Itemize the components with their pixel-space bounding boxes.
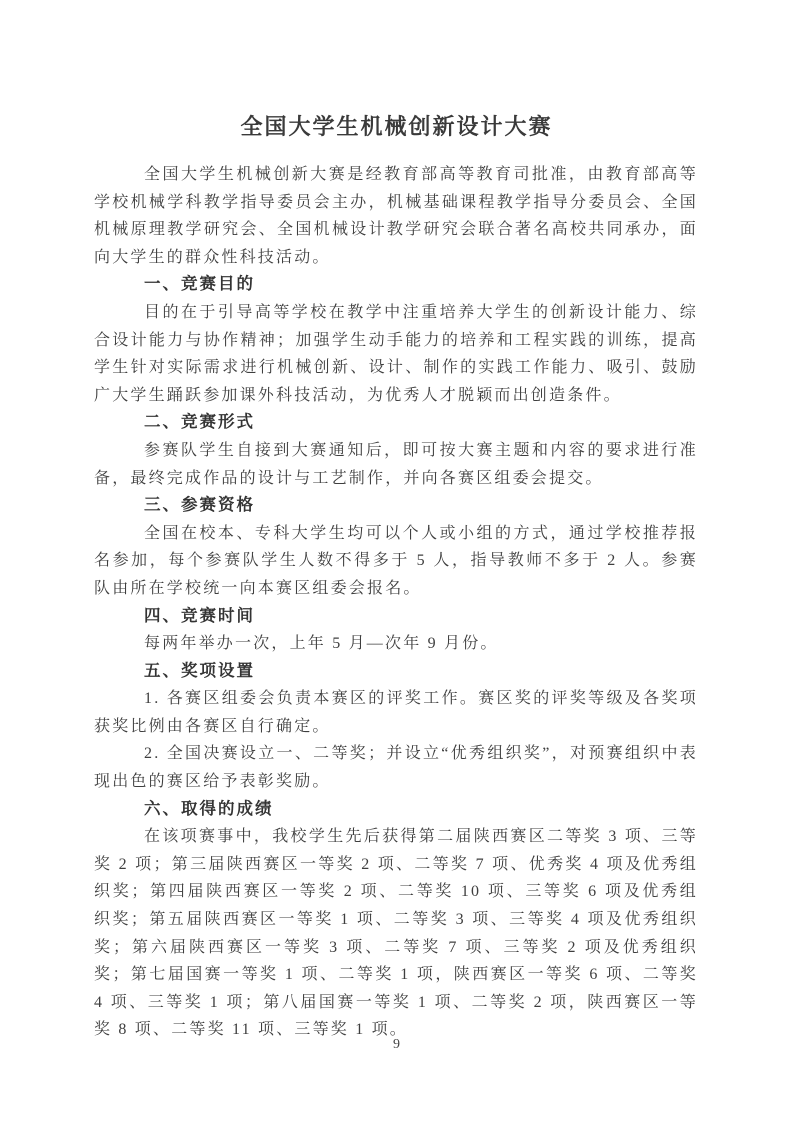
- section-heading-awards: 五、奖项设置: [144, 661, 255, 680]
- page-number: 9: [393, 1037, 400, 1052]
- section-paragraph: 目的在于引导高等学校在教学中注重培养大学生的创新设计能力、综合设计能力与协作精神；加强学生动手能力的培养和工程实践的训练，提高学生针对实际需求进行机械创新、设计、制作的实践工作能力、吸引、鼓励广大学生踊跃参加课外科技活动，为优秀人才脱颖而出创造条件。: [94, 303, 698, 404]
- section-heading-competition-time: 四、竞赛时间: [144, 606, 255, 625]
- section-heading-competition-purpose: 一、竞赛目的: [144, 275, 255, 294]
- section-paragraph: 参赛队学生自接到大赛通知后，即可按大赛主题和内容的要求进行准备，最终完成作品的设计与工艺制作，并向各赛区组委会提交。: [94, 441, 698, 487]
- section-paragraph: 2. 全国决赛设立一、二等奖；并设立“优秀组织奖”，对预赛组织中表现出色的赛区给予表彰奖励。: [94, 745, 698, 791]
- document-body: [94, 161, 698, 1044]
- section-heading-eligibility: 三、参赛资格: [144, 496, 255, 515]
- section-paragraph: 每两年举办一次，上年 5 月—次年 9 月份。: [144, 635, 499, 653]
- section-paragraph: 全国在校本、专科大学生均可以个人或小组的方式，通过学校推荐报名参加，每个参赛队学生人数不得多于 5 人，指导教师不多于 2 人。参赛队由所在学校统一向本赛区组委会报名。: [94, 524, 698, 597]
- section-heading-achievements: 六、取得的成绩: [144, 799, 274, 818]
- section-heading-competition-format: 二、竞赛形式: [144, 413, 255, 432]
- intro-paragraph: 全国大学生机械创新大赛是经教育部高等教育司批准，由教育部高等学校机械学科教学指导委员会主办，机械基础课程教学指导分委员会、全国机械原理教学研究会、全国机械设计教学研究会联合著名高校共同承办，面向大学生的群众性科技活动。: [94, 166, 698, 266]
- page-title: 全国大学生机械创新设计大赛: [240, 114, 553, 139]
- section-paragraph: 在该项赛事中，我校学生先后获得第二届陕西赛区二等奖 3 项、三等奖 2 项；第三届陕西赛区一等奖 2 项、二等奖 7 项、优秀奖 4 项及优秀组织奖；第四届陕西赛区一等奖 2 项、二等奖 10 项、三等奖 6 项及优秀组织奖；第五届陕西赛区一等奖 1 项、二等奖 3 项、三等奖 4 项及优秀组织奖；第六届陕西赛区一等奖 3 项、二等奖 7 项、三等奖 2 项及优秀组织奖；第七届国赛一等奖 1 项、二等奖 1 项，陕西赛区一等奖 6 项、二等奖 4 项、三等奖 1 项；第八届国赛一等奖 1 项、二等奖 2 项，陕西赛区一等奖 8 项、二等奖 11 项、三等奖 1 项。: [94, 828, 698, 1039]
- section-paragraph: 1. 各赛区组委会负责本赛区的评奖工作。赛区奖的评奖等级及各奖项获奖比例由各赛区自行确定。: [94, 690, 698, 735]
